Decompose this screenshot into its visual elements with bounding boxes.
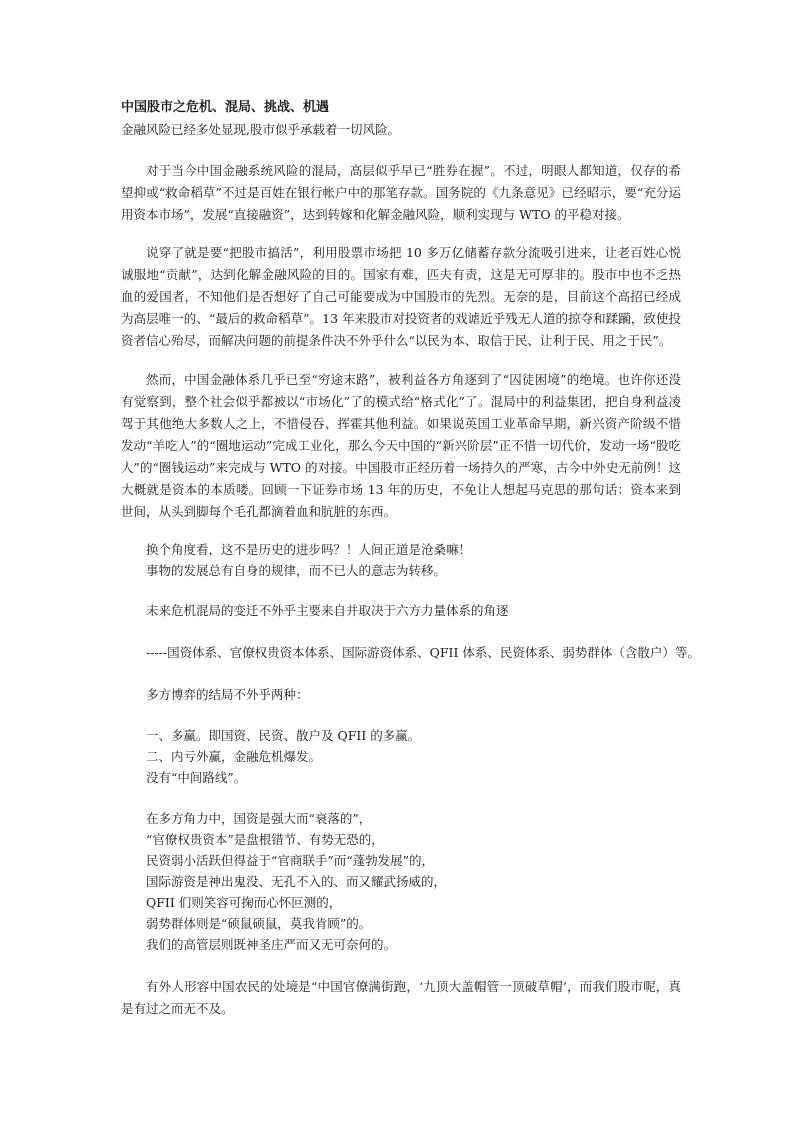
- outcome-item-1: 一、多赢。即国资、民资、散户及 QFII 的多赢。: [146, 728, 421, 743]
- party-line-1: 在多方角力中，国资是强大而“衰落的”，: [146, 811, 372, 826]
- party-line-2: “官僚权贵资本”是盘根错节、有势无恐的，: [146, 832, 384, 847]
- factors-intro: 未来危机混局的变迁不外乎主要来自并取决于六方力量体系的角逐: [146, 603, 509, 618]
- party-line-5: QFII 们则笑容可掬而心怀叵测的，: [146, 895, 342, 910]
- party-line-3: 民资弱小活跃但得益于“官商联手”而“蓬勃发展”的，: [146, 853, 435, 868]
- paragraph-2: 说穿了就是要“把股市搞活”，利用股票市场把 10 多万亿储蓄存款分流吸引进来，让老百姓心悦诚服地“贡献”，达到化解金融风险的目的。国家有难，匹夫有责，这是无可厚非的。股市中也不乏热血的爱国者，不知他们是否想好了自己可能要成为中国股市的先烈。无奈的是，目前这个高招已经成为高层唯一的、“最后的救命稻草”。13 年来股市对投资者的戏谑近乎残无人道的掠夺和蹂躏，致使投资者信心殆尽，而解决问题的前提条件决不外乎什么“以民为本、取信于民、让利于民、用之于民”。: [121, 245, 681, 348]
- document-title: 中国股市之危机、混局、挑战、机遇: [121, 100, 330, 115]
- party-line-6: 弱势群体则是“硕鼠硕鼠，莫我肯顾”的。: [146, 916, 372, 931]
- paragraph-1: 对于当今中国金融系统风险的混局，高层似乎早已“胜券在握”。不过，明眼人都知道，仅存的希望抑或“救命稻草”不过是百姓在银行帐户中的那笔存款。国务院的《九条意见》已经昭示，要“充分运用资本市场”，发展“直接融资”，达到转嫁和化解金融风险，顺利实现与 WTO 的平稳对接。: [121, 163, 681, 222]
- party-line-7: 我们的高管层则既神圣庄严而又无可奈何的。: [146, 937, 397, 952]
- party-line-4: 国际游资是神出鬼没、无孔不入的、而又耀武扬威的，: [146, 874, 447, 889]
- paragraph-3: 然而，中国金融体系几乎已至“穷途末路”，被利益各方角逐到了“囚徒困境”的绝境。也许你还没有觉察到，整个社会似乎都被以“市场化”了的模式给“格式化”了。混局中的利益集团，把自身利益凌驾于其他绝大多数人之上，不惜侵吞、挥霍其他利益。如果说英国工业革命早期，新兴资产阶级不惜发动“羊吃人”的“圈地运动”完成工业化，那么今天中国的“新兴阶层”正不惜一切代价，发动一场“股吃人”的“圈钱运动”来完成与 WTO 的对接。中国股市正经历着一场持久的严寒，古今中外史无前例！这大概就是资本的本质喽。回顾一下证券市场 13 年的历史，不免让人想起马克思的那句话：资本来到世间，从头到脚每个毛孔都滴着血和肮脏的东西。: [121, 372, 681, 519]
- outcome-item-3: 没有“中间路线”。: [146, 770, 247, 785]
- reflection-line-1: 换个角度看，这不是历史的进步吗？！人间正道是沧桑嘛！: [146, 542, 472, 557]
- closing-paragraph: 有外人形容中国农民的处境是“中国官僚满街跑，‘九顶大盖帽管一顶破草帽’，而我们股市呢，真是有过之而无不及。: [121, 979, 681, 1016]
- document-subtitle: 金融风险已经多处显现,股市似乎承载着一切风险。: [121, 122, 400, 137]
- outcomes-intro: 多方博弈的结局不外乎两种：: [146, 687, 309, 702]
- reflection-line-2: 事物的发展总有自身的规律，而不已人的意志为转移。: [146, 563, 447, 578]
- factors-list: -----国资体系、官僚权贵资本体系、国际游资体系、QFII 体系、民资体系、弱势群体（含散户）等。: [146, 645, 700, 660]
- outcome-item-2: 二、内亏外赢，金融危机爆发。: [146, 749, 322, 764]
